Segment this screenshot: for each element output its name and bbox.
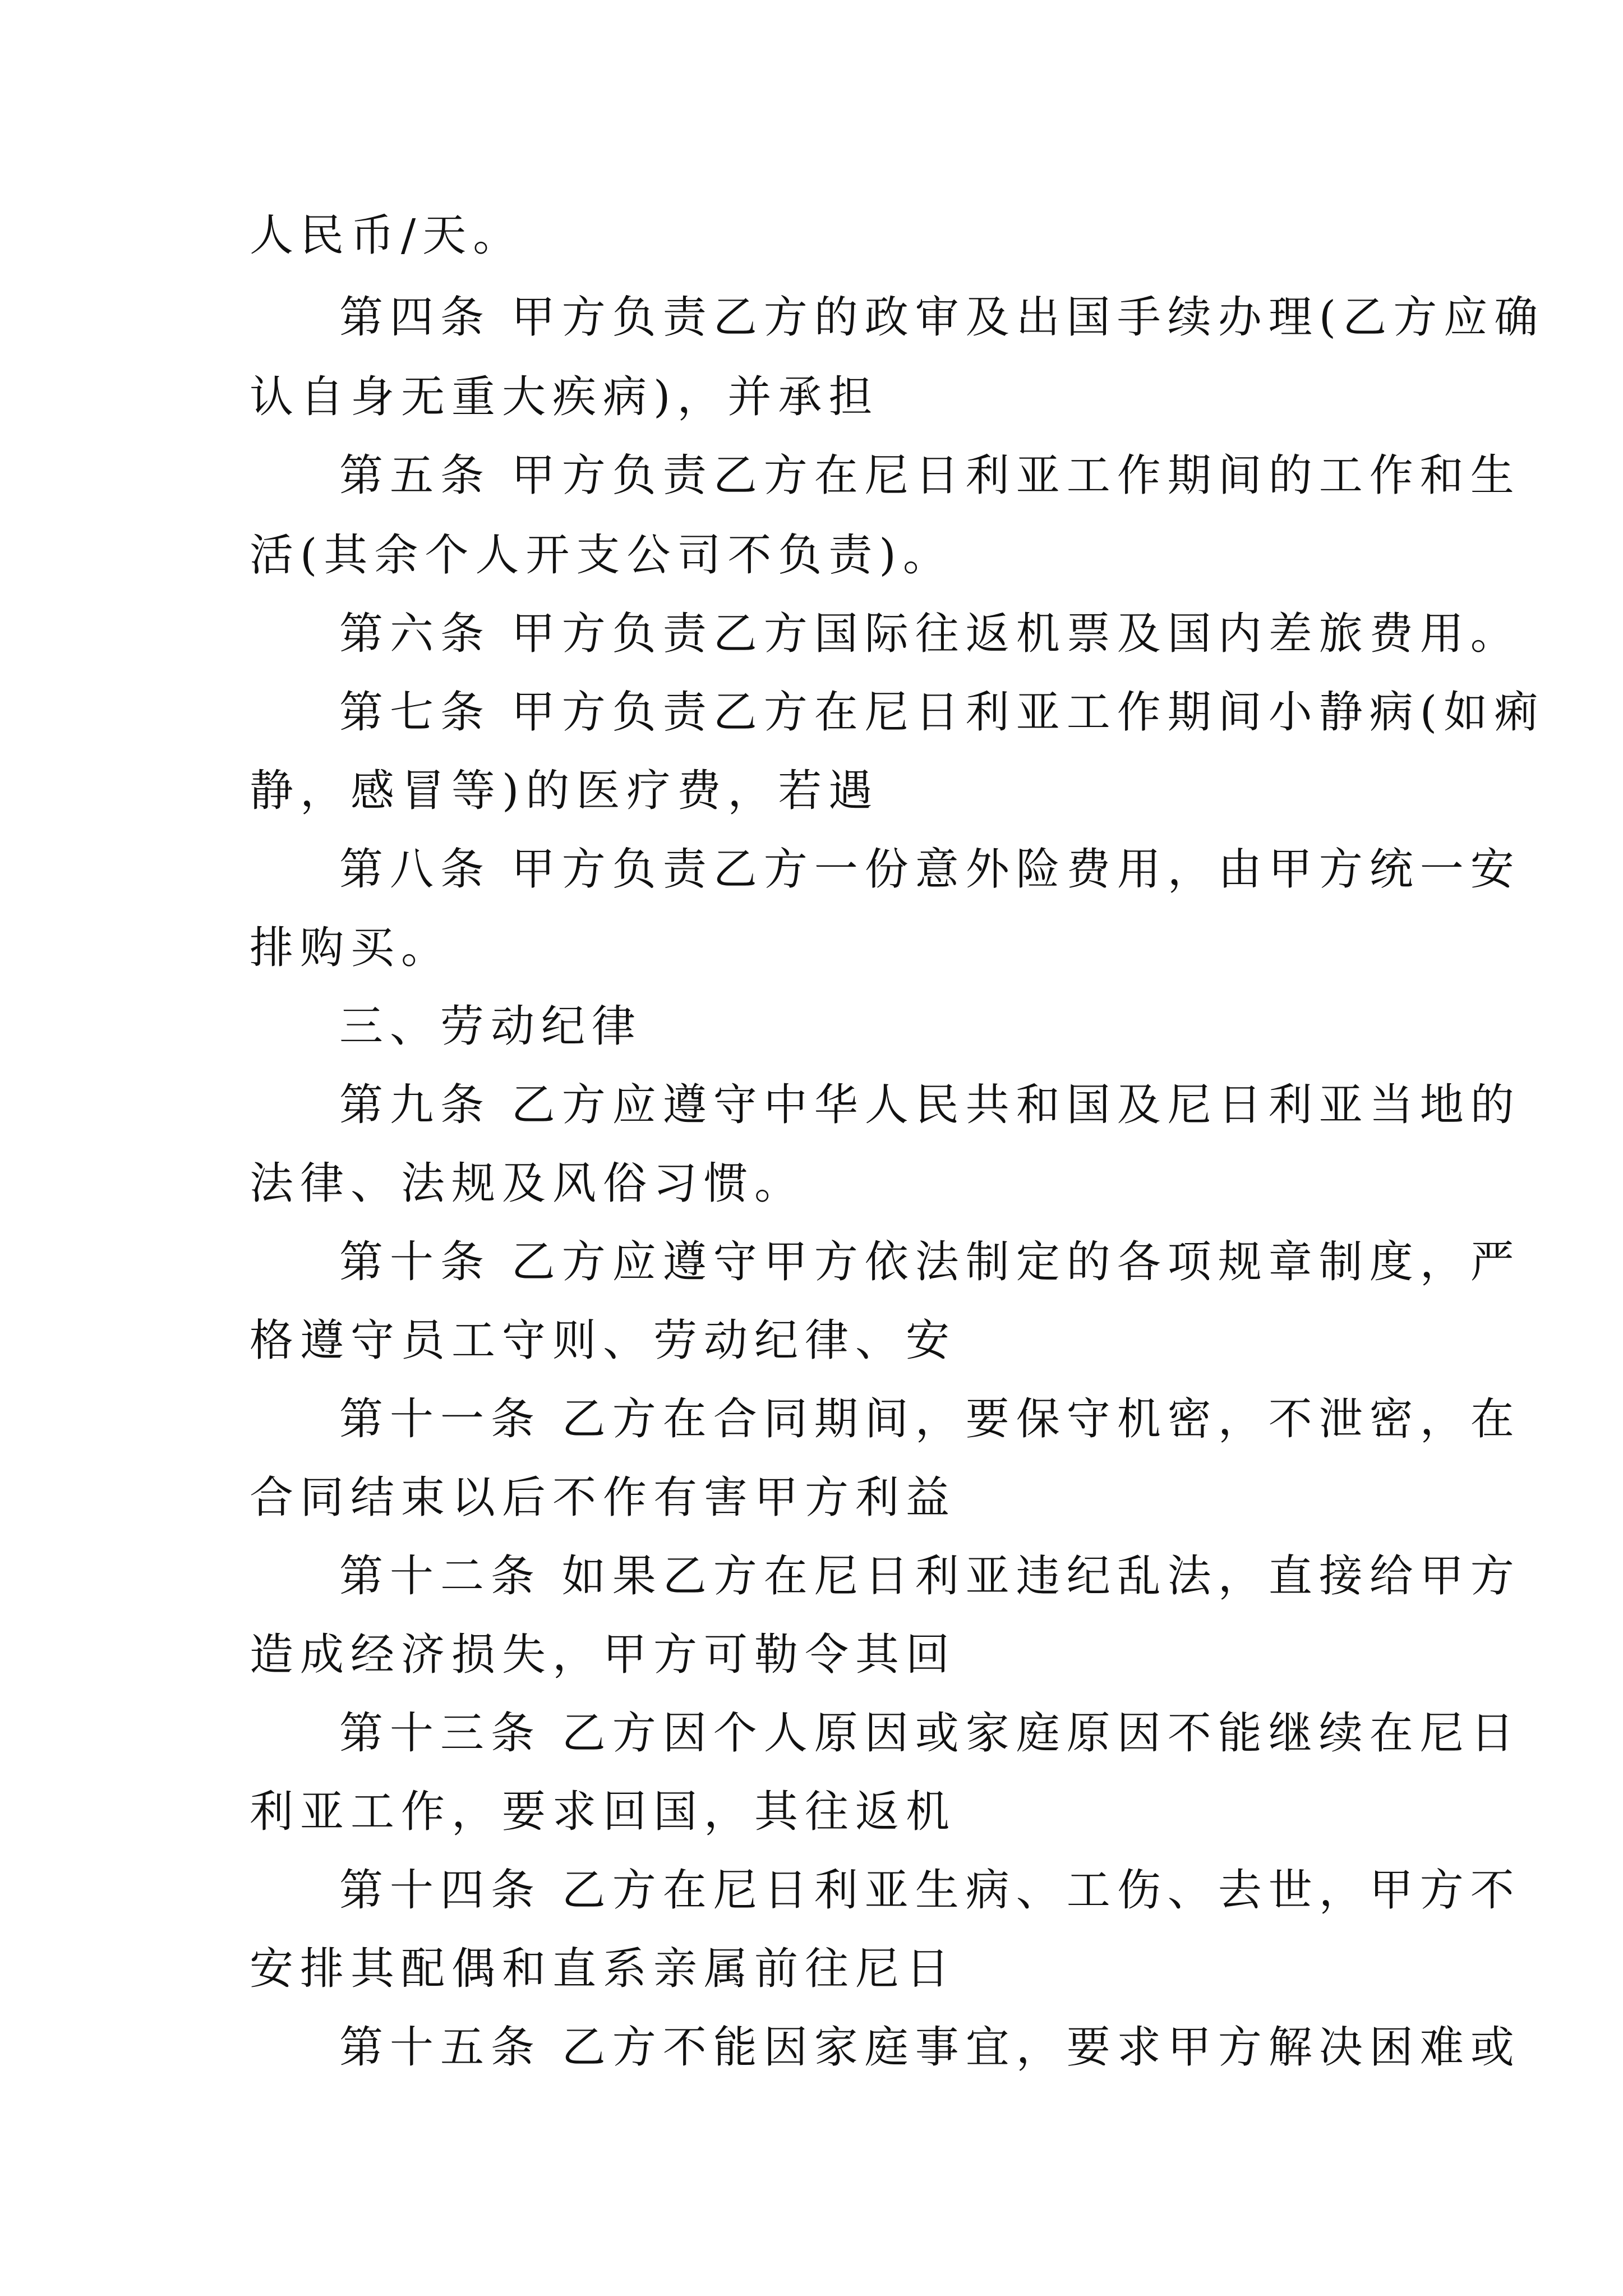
text-line: 第五条 甲方负责乙方在尼日利亚工作期间的工作和生 — [339, 450, 1521, 501]
text-line: 第十四条 乙方在尼日利亚生病、工伤、去世，甲方不 — [339, 1865, 1521, 1916]
text-line: 第六条 甲方负责乙方国际往返机票及国内差旅费用。 — [339, 609, 1521, 659]
text-line: 第十五条 乙方不能因家庭事宜，要求甲方解决困难或 — [339, 2022, 1521, 2073]
text-line: 静，感冒等)的医疗费，若遇 — [250, 766, 879, 816]
text-line: 第十一条 乙方在合同期间，要保守机密，不泄密，在 — [339, 1394, 1521, 1444]
text-line: 排购买。 — [250, 923, 452, 973]
text-line: 第八条 甲方负责乙方一份意外险费用，由甲方统一安 — [339, 844, 1521, 895]
text-line: 第十二条 如果乙方在尼日利亚违纪乱法，直接给甲方 — [339, 1551, 1521, 1602]
text-line: 利亚工作，要求回国，其往返机 — [250, 1787, 957, 1837]
text-line: 第十条 乙方应遵守甲方依法制定的各项规章制度，严 — [339, 1237, 1521, 1287]
text-line: 法律、法规及风俗习惯。 — [250, 1158, 805, 1209]
text-line: 合同结束以后不作有害甲方利益 — [250, 1473, 957, 1523]
text-line: 第十三条 乙方因个人原因或家庭原因不能继续在尼日 — [339, 1708, 1521, 1759]
text-line: 认自身无重大疾病)，并承担 — [250, 372, 879, 422]
text-line: 安排其配偶和直系亲属前往尼日 — [250, 1944, 957, 1994]
text-line: 活(其余个人开支公司不负责)。 — [250, 530, 953, 581]
text-line: 造成经济损失，甲方可勒令其回 — [250, 1630, 957, 1680]
text-line: 人民币/天。 — [250, 210, 524, 261]
section-heading: 三、劳动纪律 — [339, 1001, 643, 1052]
text-line: 第四条 甲方负责乙方的政审及出国手续办理(乙方应确 — [339, 292, 1545, 343]
text-line: 格遵守员工守则、劳动纪律、安 — [250, 1315, 957, 1366]
text-line: 第七条 甲方负责乙方在尼日利亚工作期间小静病(如痢 — [339, 687, 1545, 738]
text-line: 第九条 乙方应遵守中华人民共和国及尼日利亚当地的 — [339, 1080, 1521, 1130]
